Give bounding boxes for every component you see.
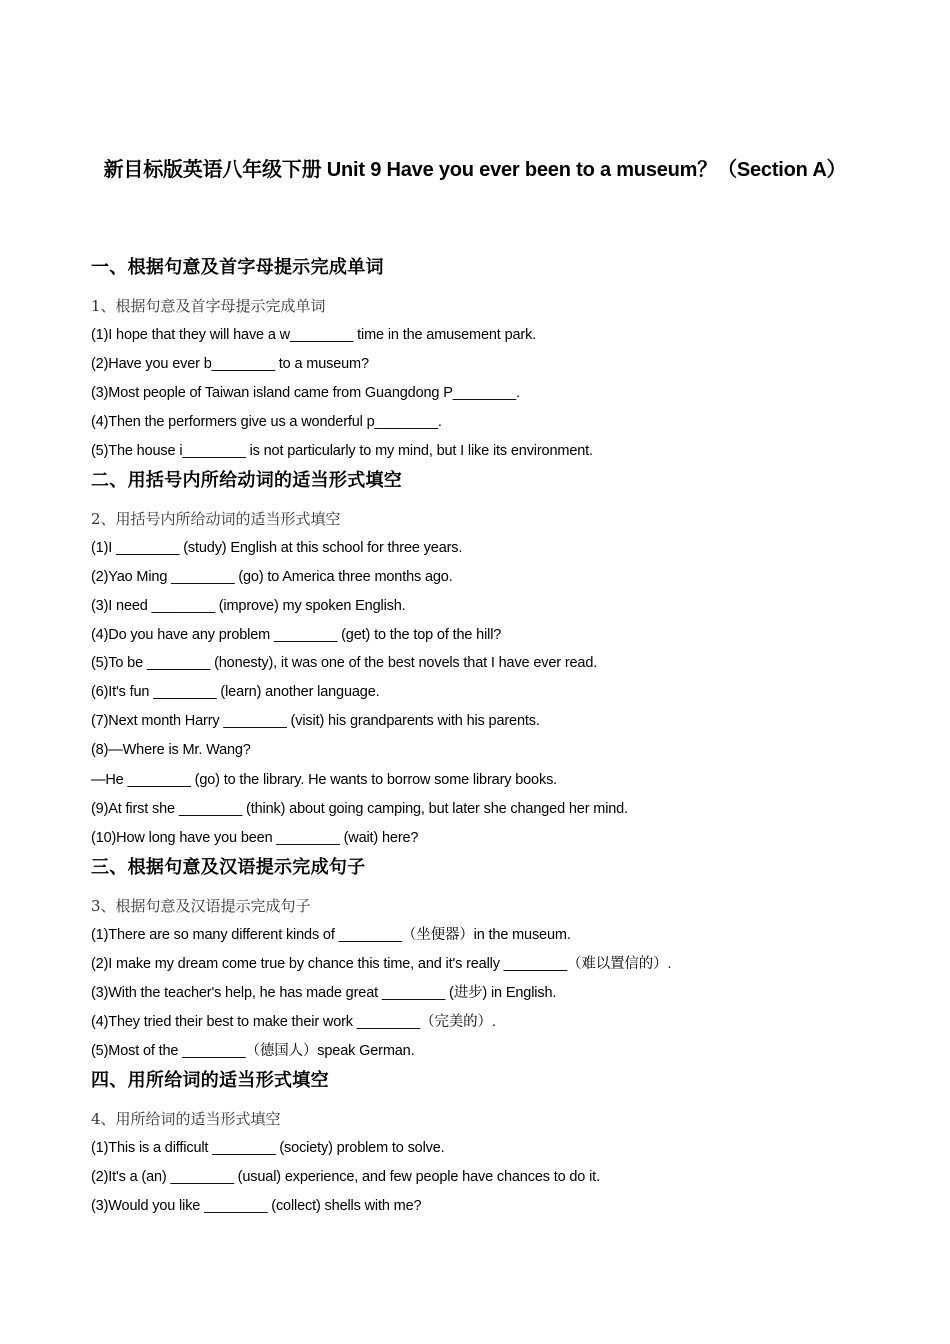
section-4-subheading: 4、用所给词的适当形式填空 [91, 1110, 281, 1128]
question-4-1: (1)This is a difficult ________ (society) problem to solve. [91, 1140, 445, 1156]
question-2-10: (10)How long have you been ________ (wait) here? [91, 830, 419, 846]
question-1-1: (1)I hope that they will have a w________ time in the amusement park. [91, 327, 537, 343]
question-2-4: (4)Do you have any problem ________ (get) to the top of the hill? [91, 627, 502, 643]
question-2-1: (1)I ________ (study) English at this school for three years. [91, 540, 463, 556]
question-2-5: (5)To be ________ (honesty), it was one of the best novels that I have ever read. [91, 655, 598, 671]
question-3-5: (5)Most of the ________（德国人）speak German. [91, 1043, 415, 1059]
document-title: 新目标版英语八年级下册 Unit 9 Have you ever been to a museum？（Section A） [103, 159, 847, 181]
question-2-7: (7)Next month Harry ________ (visit) his grandparents with his parents. [91, 713, 540, 729]
question-2-3: (3)I need ________ (improve) my spoken English. [91, 598, 406, 614]
question-3-2: (2)I make my dream come true by chance this time, and it's really ________（难以置信的）. [91, 956, 672, 972]
question-3-4: (4)They tried their best to make their work ________（完美的）. [91, 1014, 496, 1030]
section-2-heading: 二、用括号内所给动词的适当形式填空 [91, 470, 403, 491]
section-1-heading: 一、根据句意及首字母提示完成单词 [91, 257, 384, 278]
question-3-1: (1)There are so many different kinds of ________（坐便器）in the museum. [91, 927, 571, 943]
question-3-3: (3)With the teacher's help, he has made great ________ (进步) in English. [91, 985, 557, 1001]
question-2-8a: (8)—Where is Mr. Wang? [91, 742, 251, 758]
section-3-heading: 三、根据句意及汉语提示完成句子 [91, 857, 366, 878]
section-4-heading: 四、用所给词的适当形式填空 [91, 1070, 329, 1091]
question-4-3: (3)Would you like ________ (collect) shells with me? [91, 1198, 422, 1214]
question-1-4: (4)Then the performers give us a wonderful p________. [91, 414, 442, 430]
question-2-2: (2)Yao Ming ________ (go) to America three months ago. [91, 569, 453, 585]
question-2-9: (9)At first she ________ (think) about going camping, but later she changed her mind. [91, 801, 628, 817]
section-2-subheading: 2、用括号内所给动词的适当形式填空 [91, 510, 341, 528]
section-1-subheading: 1、根据句意及首字母提示完成单词 [91, 297, 326, 315]
question-1-5: (5)The house i________ is not particularly to my mind, but I like its environment. [91, 443, 593, 459]
question-1-3: (3)Most people of Taiwan island came from Guangdong P________. [91, 385, 520, 401]
question-2-8b: —He ________ (go) to the library. He wants to borrow some library books. [91, 772, 558, 788]
question-4-2: (2)It's a (an) ________ (usual) experience, and few people have chances to do it. [91, 1169, 600, 1185]
question-2-6: (6)It's fun ________ (learn) another language. [91, 684, 380, 700]
question-1-2: (2)Have you ever b________ to a museum? [91, 356, 369, 372]
section-3-subheading: 3、根据句意及汉语提示完成句子 [91, 897, 311, 915]
